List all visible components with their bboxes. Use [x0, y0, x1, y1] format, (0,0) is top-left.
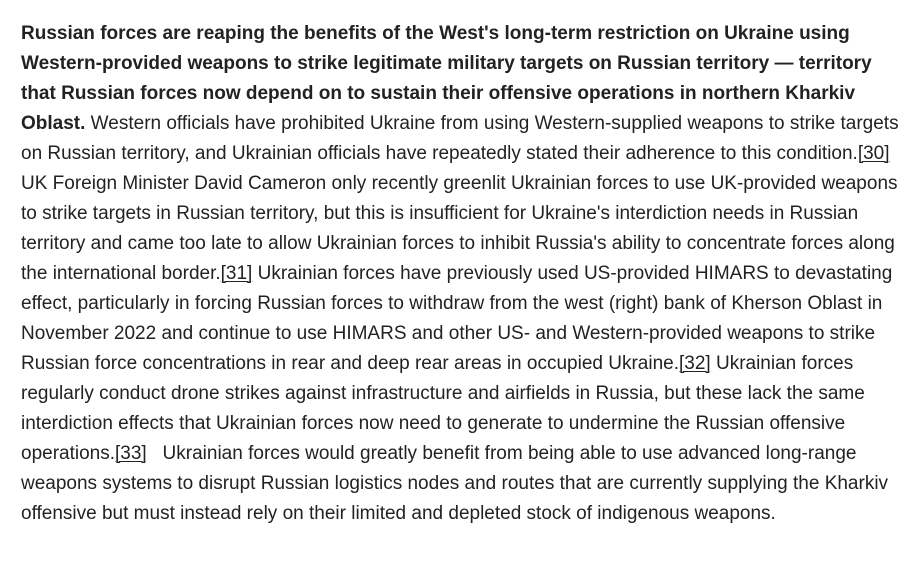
lead-sentence: Russian forces are reaping the benefits of the West's long-term restriction on Ukraine using Western-provided weapons to strike legitimate military targets on Russian territory — territory that Russian forces now depend on to sustain their offensive operations in northern Kharkiv Oblast.	[21, 23, 872, 134]
footnote-link-31[interactable]: [31]	[220, 263, 253, 284]
body-text-1: Western officials have prohibited Ukraine from using Western-supplied weapons to strike targets on Russian territory, and Ukrainian officials have repeatedly stated their adherence to this condition.	[21, 113, 899, 164]
body-text-4: Ukrainian forces regularly conduct drone strikes against infrastructure and airfields in Russia, but these lack the same interdiction effects that Ukrainian forces now need to generate to undermine the Russian offensive operations.	[21, 353, 865, 464]
article-body	[21, 19, 901, 529]
footnote-link-33[interactable]: [33]	[115, 443, 147, 464]
body-text-5: Ukrainian forces would greatly benefit from being able to use advanced long-range weapons systems to disrupt Russian logistics nodes and routes that are currently supplying the Kharkiv offensive but must instead rely on their limited and depleted stock of indigenous weapons.	[21, 443, 894, 524]
footnote-link-32[interactable]: [32]	[678, 353, 711, 374]
body-text-3: Ukrainian forces have previously used US-provided HIMARS to devastating effect, particularly in forcing Russian forces to withdraw from the west (right) bank of Kherson Oblast in November 2022 and continue to use HIMARS and other US- and Western-provided weapons to strike Russian force concentrations in rear and deep rear areas in occupied Ukraine.	[21, 263, 893, 374]
body-text-2: UK Foreign Minister David Cameron only recently greenlit Ukrainian forces to use UK-provided weapons to strike targets in Russian territory, but this is insufficient for Ukraine's interdiction needs in Russian territory and came too late to allow Ukrainian forces to inhibit Russia's ability to concentrate forces along the international border.	[21, 173, 898, 284]
footnote-link-30[interactable]: [30]	[857, 143, 890, 164]
paragraph	[21, 19, 901, 529]
